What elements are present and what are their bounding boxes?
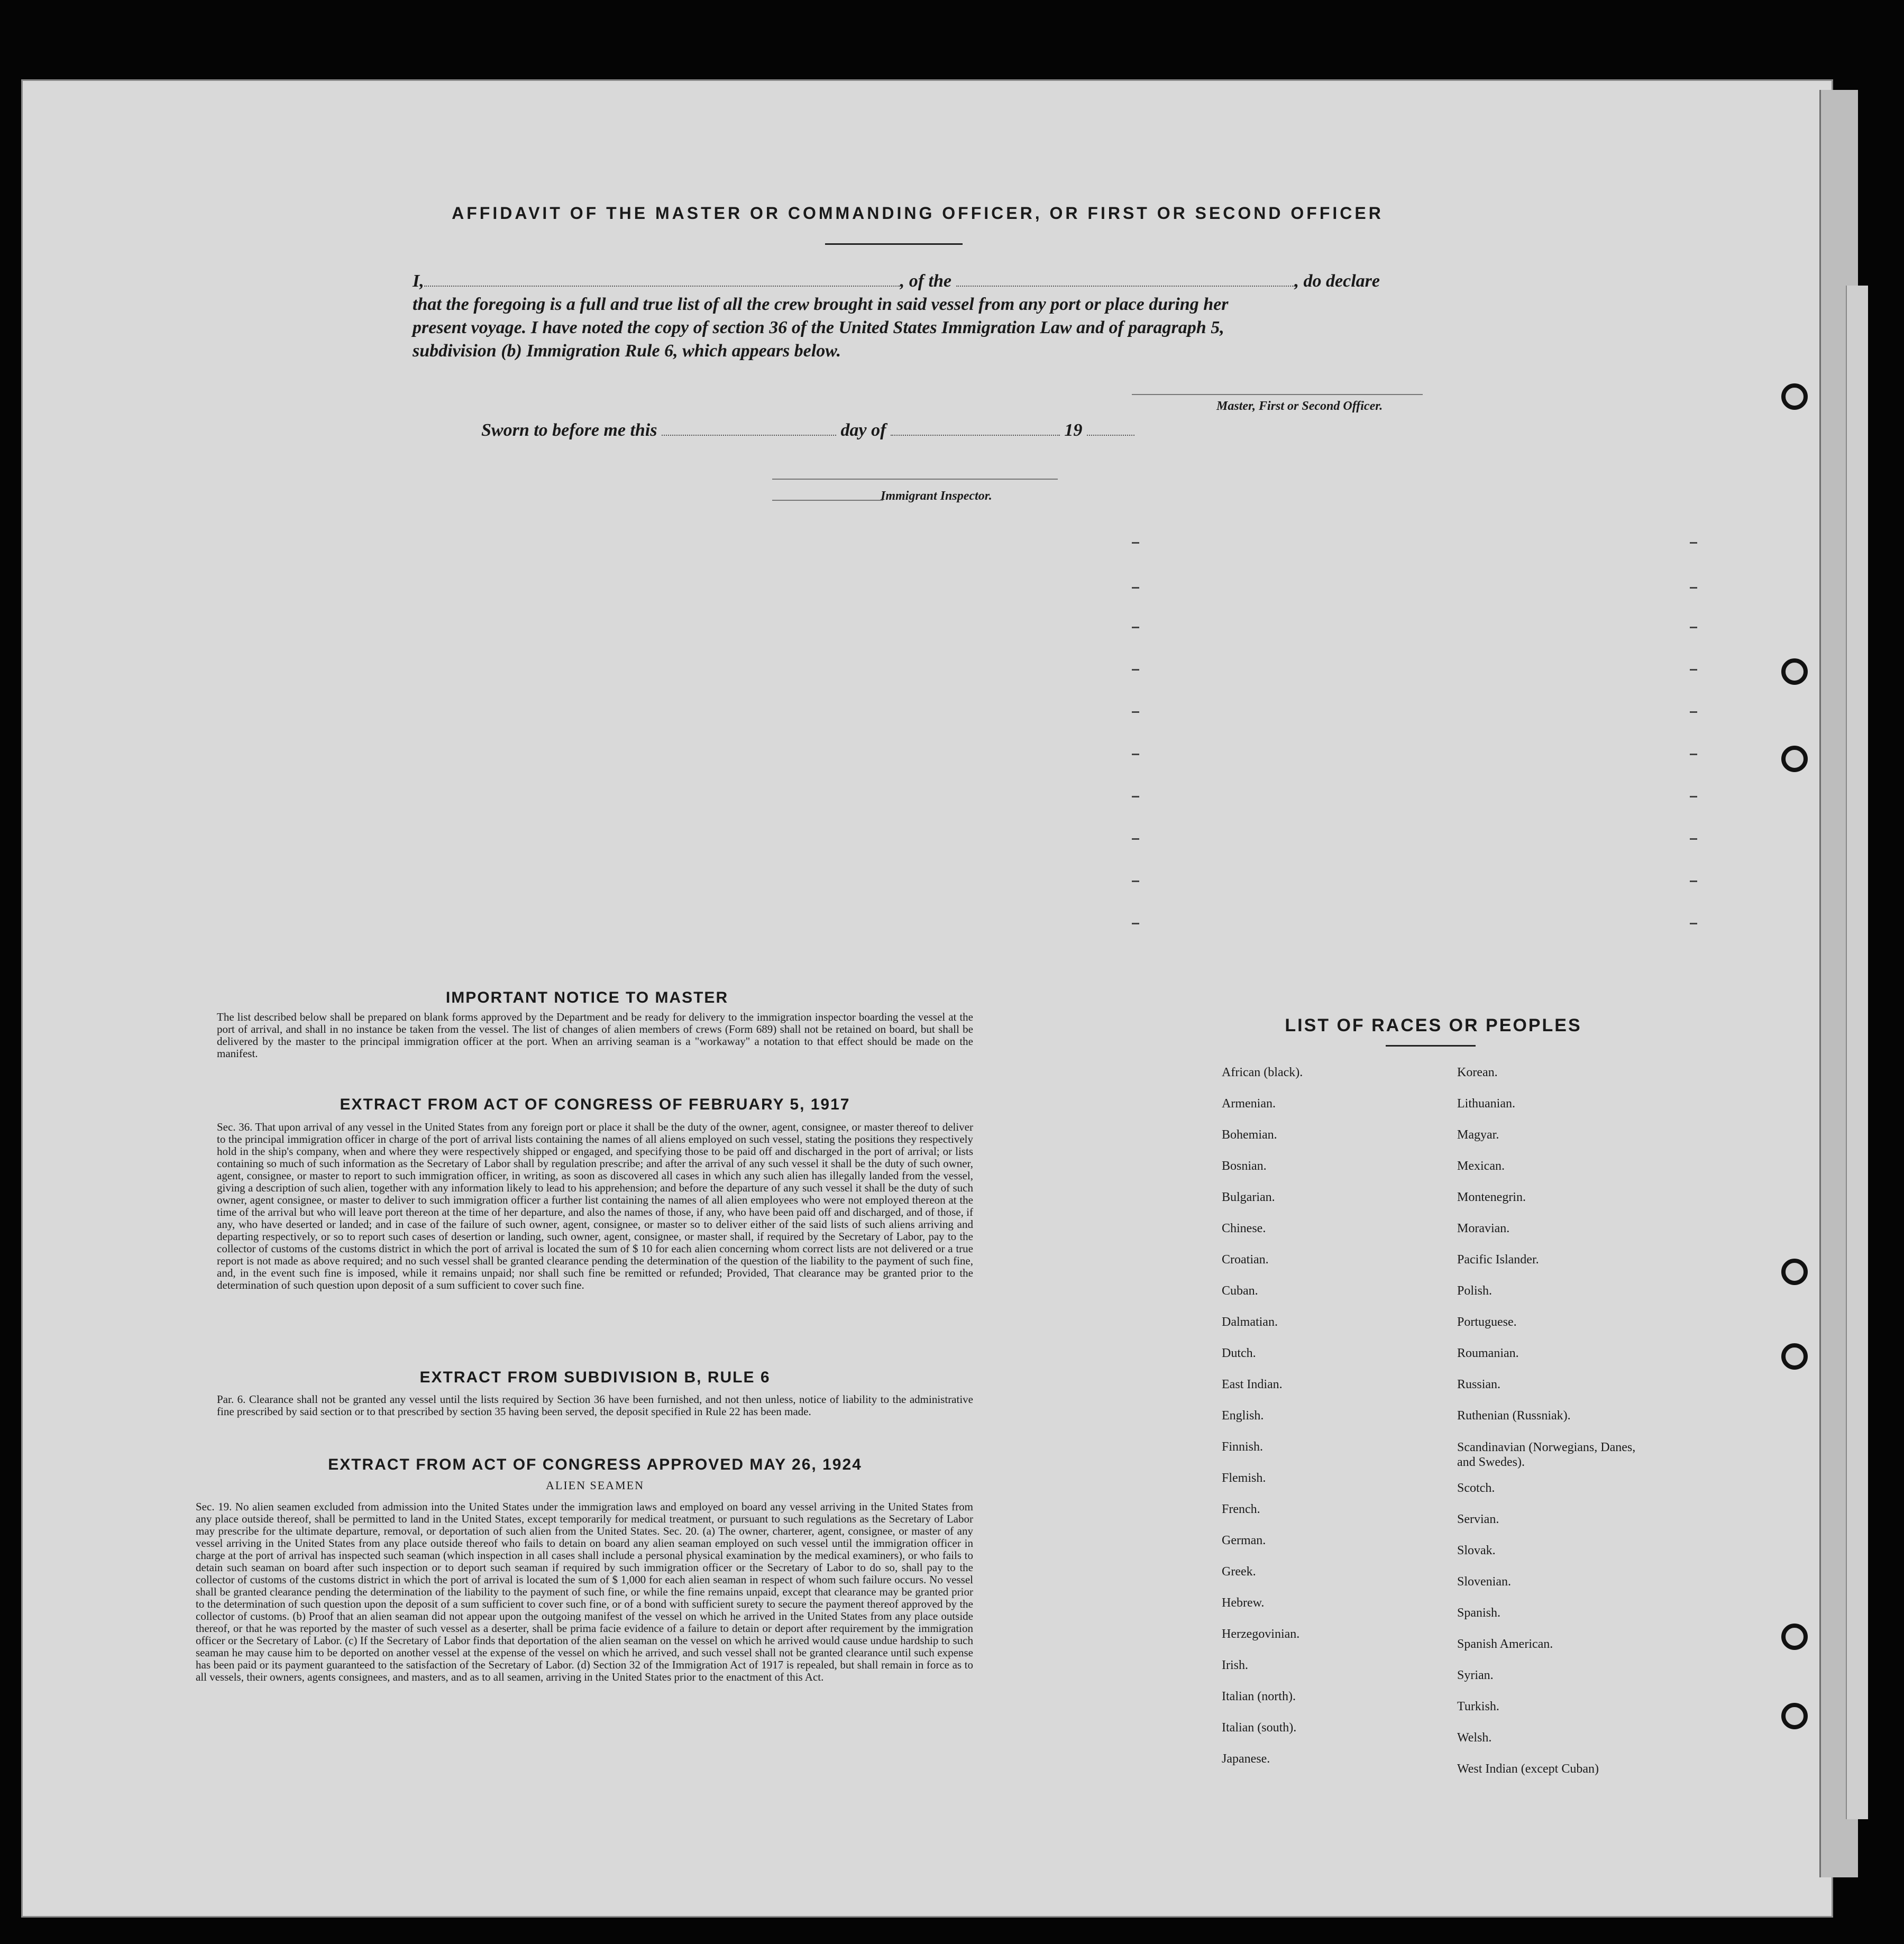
race-item: Cuban.	[1222, 1284, 1258, 1298]
row-tick	[1132, 669, 1139, 671]
race-item: Japanese.	[1222, 1752, 1270, 1766]
race-item: Bosnian.	[1222, 1159, 1267, 1173]
row-tick	[1690, 923, 1697, 924]
race-item: Syrian.	[1457, 1668, 1494, 1682]
race-item: Moravian.	[1457, 1222, 1510, 1235]
sworn-year-blank[interactable]	[1087, 435, 1134, 436]
inspector-caption: Immigrant Inspector.	[881, 489, 992, 503]
race-item: Scotch.	[1457, 1481, 1495, 1495]
row-tick	[1690, 542, 1697, 544]
row-tick	[1132, 542, 1139, 544]
row-tick	[1132, 838, 1139, 840]
extract-1917-body: Sec. 36. That upon arrival of any vessel in the United States from any foreign port or place it shall be the duty of the owner, agent, consignee, or master thereof to deliver to the principal immigration officer in charge of the port of arrival lists containing the names of all aliens employed on such vessel, stating the positions they respectively hold in the ship's company, when and where they were respectively shipped or engaged, and specifying those to be paid off and discharged in the port of arrival; or lists containing so much of such information as the Secretary of Labor shall by regulation prescribe; and after the arrival of any such vessel it shall be the duty of such owner, agent, consignee, or master to report to such immigration officer, in writing, as soon as discovered all cases in which any such alien has illegally landed from the vessel, giving a description of such alien, together with any information likely to lead to his apprehension; and before the departure of any such vessel it shall be the duty of such owner, agent consignee, or master to deliver to such immigration officer a further list containing the names of all alien employees who were not employed thereon at the time of the arrival but who will leave port thereon at the time of her departure, and also the names of those, if any, who have been paid off and discharged, and of those, if any, who have deserted or landed; and in case of the failure of such owner, agent, consignee, or master so to deliver either of the said lists of such aliens arriving and departing respectively, or so to report such cases of desertion or landing, such owner, agent, consignee, or master shall, if required by the Secretary of Labor, pay to the collector of customs of the customs district in which the port of arrival is located the sum of $ 10 for each alien concerning whom correct lists are not delivered or a true report is not made as above required; and no such vessel shall be granted clearance pending the determination of the question of the liability to the payment of such fine, and, in the event such fine is imposed, while it remains unpaid; nor shall such fine be remitted or refunded; Provided, That clearance may be granted prior to the determination of such question upon deposit of a sum sufficient to cover such fine.	[217, 1121, 973, 1291]
affidavit-declare: , do declare	[1294, 271, 1380, 291]
affidavit-title: AFFIDAVIT OF THE MASTER OR COMMANDING OFFICER, OR FIRST OR SECOND OFFICER	[452, 204, 1384, 223]
sworn-line	[481, 420, 1134, 441]
race-item: Polish.	[1457, 1284, 1493, 1298]
row-tick	[1132, 881, 1139, 882]
binder-hole	[1781, 1624, 1808, 1650]
race-item: Bulgarian.	[1222, 1190, 1275, 1204]
extract-1924-title: EXTRACT FROM ACT OF CONGRESS APPROVED MAY 26, 1924	[328, 1456, 862, 1473]
row-tick	[1690, 754, 1697, 755]
race-item: Mexican.	[1457, 1159, 1505, 1173]
race-item: Scandinavian (Norwegians, Danes, and Swedes).	[1457, 1441, 1636, 1469]
extract-1924-subtitle: ALIEN SEAMEN	[546, 1479, 644, 1492]
binder-hole	[1781, 1343, 1808, 1370]
row-tick	[1690, 587, 1697, 589]
extract-1924-body: Sec. 19. No alien seamen excluded from admission into the United States under the immigration laws and employed on board any vessel arriving in the United States from any place outside thereof, shall be permitted to land in the United States, except temporarily for medical treatment, or pursuant to such regulations as the Secretary of Labor may prescribe for the ultimate departure, removal, or deportation of such alien from the United States. Sec. 20. (a) The owner, charterer, agent, consignee, or master of any vessel arriving in the United States from any place outside thereof who fails to detain on board any alien seaman employed on such vessel until the immigration officer in charge at the port of arrival has inspected such seaman (which inspection in all cases shall include a personal physical examination by the medical examiners), or who fails to detain such seaman on board after such inspection or to deport such seaman if required by such immigration officer or the Secretary of Labor to do so, shall pay to the collector of customs of the customs district in which the port of arrival is located the sum of $ 1,000 for each alien seaman in respect of whom such failure occurs. No vessel shall be granted clearance pending the determination of the liability to the payment of such fine, or while the fine remains unpaid, except that clearance may be granted prior to the determination of such question upon the deposit of a sum sufficient to cover such fine, or of a bond with sufficient surety to secure the payment thereof approved by the collector of customs. (b) Proof that an alien seaman did not appear upon the outgoing manifest of the vessel on which he arrived in the United States from any place outside thereof, or that he was reported by the master of such vessel as a deserter, shall be prima facie evidence of a failure to detain or deport after requirement by the immigration officer or the Secretary of Labor. (c) If the Secretary of Labor finds that deportation of the alien seaman on the vessel on which he arrived would cause undue hardship to such seaman he may cause him to be deported on another vessel at the expense of the vessel on which he arrived, and such vessel shall not be granted clearance until such expense has been paid or its payment guaranteed to the satisfaction of the Secretary of Labor. (d) Section 32 of the Immigration Act of 1917 is repealed, but shall remain in force as to all vessels, their owners, agents consignees, and masters, and as to all seamen, arriving in the United States prior to the enactment of this Act.	[196, 1500, 973, 1683]
affidavit-of-the: , of the	[900, 271, 952, 291]
race-item: African (black).	[1222, 1066, 1303, 1079]
binder-hole	[1781, 383, 1808, 410]
row-tick	[1690, 838, 1697, 840]
row-tick	[1690, 627, 1697, 628]
row-tick	[1690, 711, 1697, 713]
race-item: East Indian.	[1222, 1378, 1283, 1391]
vessel-blank[interactable]	[956, 286, 1295, 287]
sworn-month-blank[interactable]	[891, 435, 1060, 436]
title-rule	[825, 243, 963, 245]
binder-hole	[1781, 1259, 1808, 1285]
affidavit-body	[413, 270, 1423, 363]
inspector-line-left	[772, 500, 883, 501]
race-item: Armenian.	[1222, 1097, 1276, 1111]
race-item: Welsh.	[1457, 1731, 1492, 1745]
race-item: Flemish.	[1222, 1471, 1266, 1485]
notice-body: The list described below shall be prepared on blank forms approved by the Department and be ready for delivery to the immigration inspector boarding the vessel at the port of arrival, and shall in no instance be taken from the vessel. The list of changes of alien members of crews (Form 689) shall not be retained on board, but shall be delivered by the master to the principal immigration officer at the port. When an arriving seaman is a "workaway" a notation to that effect should be made on the manifest.	[217, 1011, 973, 1060]
extract-rule6-body: Par. 6. Clearance shall not be granted any vessel until the lists required by Section 36 have been furnished, and not then unless, notice of liability to the administrative fine prescribed by said section or to that prescribed by section 35 having been served, the deposit specified in Rule 22 has been made.	[217, 1393, 973, 1418]
race-item: Finnish.	[1222, 1440, 1264, 1454]
notice-title: IMPORTANT NOTICE TO MASTER	[445, 989, 729, 1006]
race-item: Montenegrin.	[1457, 1190, 1526, 1204]
race-item: Greek.	[1222, 1565, 1256, 1579]
row-tick	[1690, 796, 1697, 797]
binder-hole	[1781, 1703, 1808, 1729]
row-tick	[1132, 627, 1139, 628]
race-item: Korean.	[1457, 1066, 1498, 1079]
row-tick	[1132, 587, 1139, 589]
race-item: Ruthenian (Russniak).	[1457, 1409, 1571, 1423]
affidavit-i: I,	[413, 271, 424, 291]
race-item: Dalmatian.	[1222, 1315, 1278, 1329]
extract-1917-title: EXTRACT FROM ACT OF CONGRESS OF FEBRUARY 5, 1917	[340, 1096, 850, 1113]
race-item: Slovak.	[1457, 1544, 1496, 1557]
sworn-day-blank[interactable]	[662, 435, 836, 436]
race-item: French.	[1222, 1502, 1260, 1516]
sworn-day-of: day of	[840, 420, 886, 440]
races-title: LIST OF RACES OR PEOPLES	[1285, 1015, 1582, 1035]
race-item: Turkish.	[1457, 1700, 1499, 1713]
race-item: Hebrew.	[1222, 1596, 1265, 1610]
affidavit-line-2: that the foregoing is a full and true list of all the crew brought in said vessel from any port or place during her	[413, 295, 1229, 314]
extract-rule6-title: EXTRACT FROM SUBDIVISION B, RULE 6	[419, 1369, 771, 1386]
race-item: Roumanian.	[1457, 1346, 1519, 1360]
master-signature-caption: Master, First or Second Officer.	[1216, 399, 1383, 413]
binder-hole	[1781, 746, 1808, 772]
race-item: German.	[1222, 1534, 1266, 1547]
affidavit-line-3: present voyage. I have noted the copy of section 36 of the United States Immigration Law and of paragraph 5,	[413, 318, 1224, 337]
race-item: Irish.	[1222, 1658, 1248, 1672]
row-tick	[1132, 754, 1139, 755]
row-tick	[1132, 711, 1139, 713]
race-item: Magyar.	[1457, 1128, 1499, 1142]
row-tick	[1132, 923, 1139, 924]
race-item: Spanish American.	[1457, 1637, 1553, 1651]
race-item: Slovenian.	[1457, 1575, 1511, 1589]
races-rule	[1386, 1045, 1476, 1047]
race-item: Bohemian.	[1222, 1128, 1277, 1142]
race-item: Chinese.	[1222, 1222, 1266, 1235]
race-item: Croatian.	[1222, 1253, 1269, 1267]
race-item: Dutch.	[1222, 1346, 1256, 1360]
row-tick	[1132, 796, 1139, 797]
race-item: Pacific Islander.	[1457, 1253, 1539, 1267]
race-item: Italian (south).	[1222, 1721, 1297, 1735]
master-signature-line[interactable]	[1132, 394, 1423, 395]
inspector-signature-line[interactable]	[772, 479, 1058, 480]
name-blank[interactable]	[424, 286, 900, 287]
race-item: Italian (north).	[1222, 1690, 1296, 1703]
race-item: English.	[1222, 1409, 1264, 1423]
row-tick	[1690, 669, 1697, 671]
sworn-prefix: Sworn to before me this	[481, 420, 657, 440]
sworn-year: 19	[1064, 420, 1083, 440]
binder-hole	[1781, 658, 1808, 685]
race-item: Spanish.	[1457, 1606, 1501, 1620]
race-item: Servian.	[1457, 1512, 1499, 1526]
page-edge-back	[1846, 286, 1868, 1819]
affidavit-line-1	[413, 270, 1423, 293]
row-tick	[1690, 881, 1697, 882]
race-item: Russian.	[1457, 1378, 1501, 1391]
race-item: Herzegovinian.	[1222, 1627, 1300, 1641]
race-item: West Indian (except Cuban)	[1457, 1762, 1599, 1776]
affidavit-line-4: subdivision (b) Immigration Rule 6, which appears below.	[413, 341, 841, 361]
race-item: Portuguese.	[1457, 1315, 1517, 1329]
race-item: Lithuanian.	[1457, 1097, 1515, 1111]
